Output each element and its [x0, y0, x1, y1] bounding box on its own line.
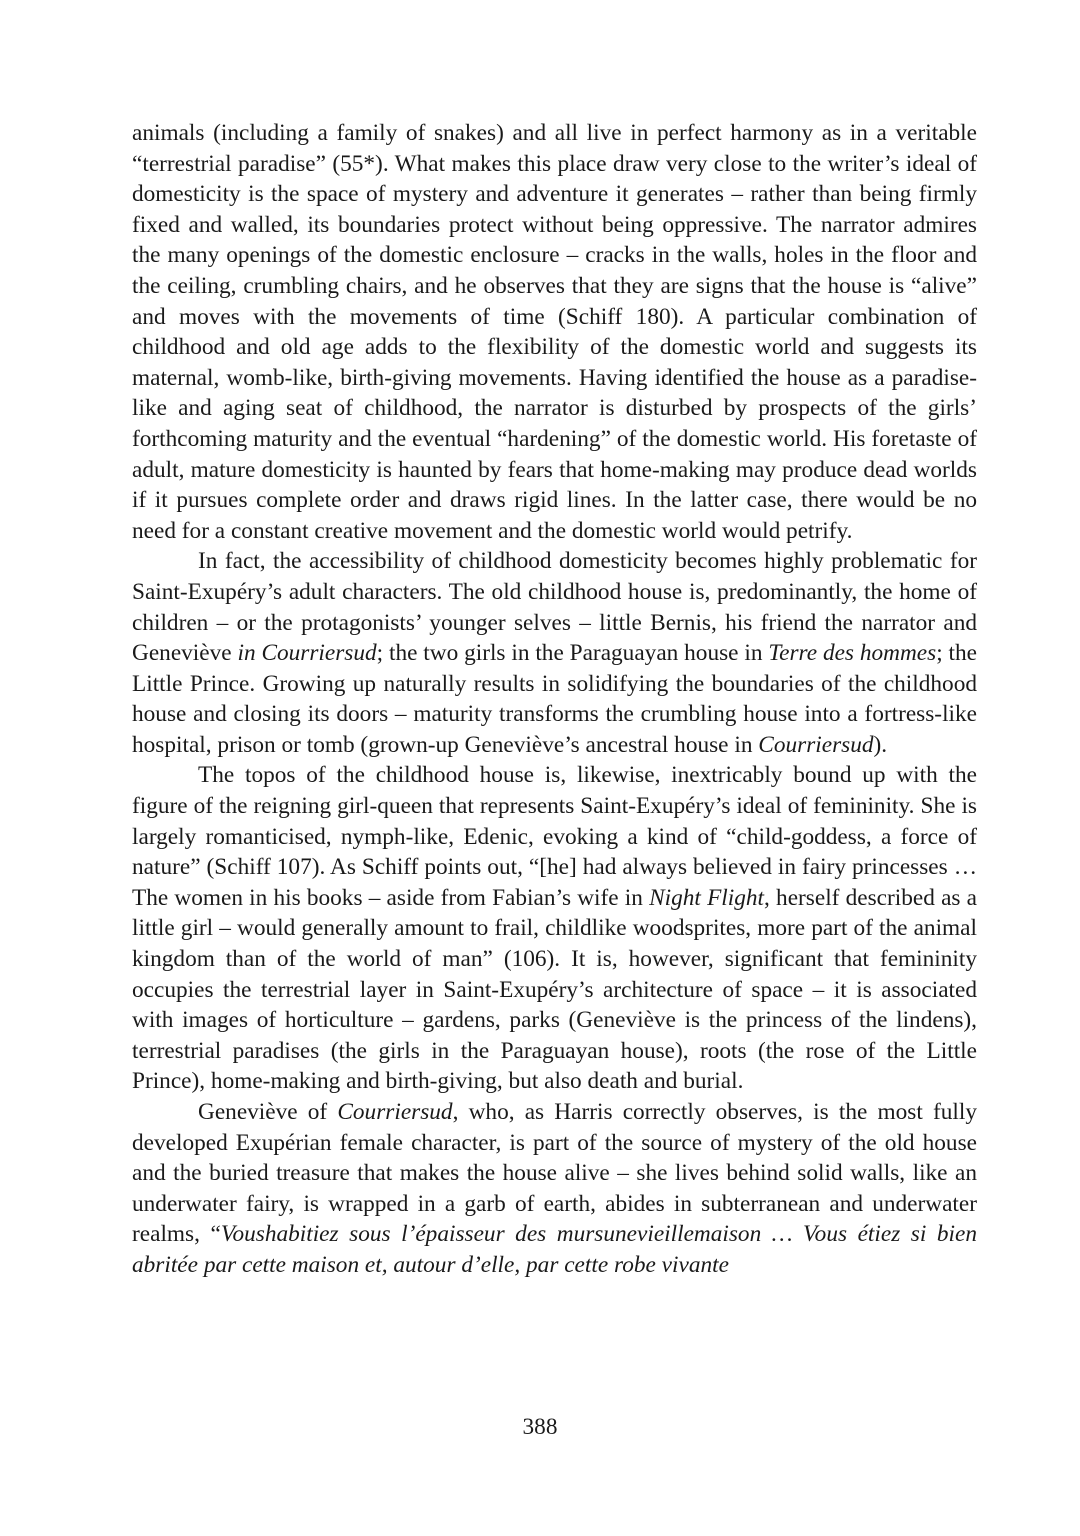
paragraph-2-text-c: ; the Little Prince. Growing up naturally results in solidifying the boundaries of the childhood house and closing its doors – maturity transforms the crumbling house into a fortress-like hospital, prison or tomb (grown-up Geneviève’s ancestral house in — [132, 640, 977, 758]
paragraph-3 — [132, 760, 977, 1097]
paragraph-2-text-a: In fact, the accessibility of childhood domesticity becomes highly problematic for Saint-Exupéry’s adult characters. The old childhood house is, predominantly, the home of children – or the protagonists’ younger selves – little Bernis, his friend the narrator and Geneviève — [132, 548, 977, 667]
paragraph-1 — [132, 118, 977, 546]
paragraph-2-italic-courriersud: in Courriersud — [237, 640, 377, 667]
paragraph-2 — [132, 546, 977, 760]
paragraph-3-text-b: , herself described as a little girl – would generally amount to frail, childlike woodsprites, more part of the animal kingdom than of the world of man” (106). It is, however, significant that femininity occupies the terrestrial layer in Saint-Exupéry’s architecture of space – it is associated with images of horticulture – gardens, parks (Geneviève is the princess of the lindens), terrestrial paradises (the girls in the Paraguayan house), roots (the rose of the Little Prince), home-making and birth-giving, but also death and burial. — [132, 884, 977, 1095]
page-body — [132, 118, 977, 1281]
paragraph-1-text: animals (including a family of snakes) and all live in perfect harmony as in a veritable “terrestrial paradise” (55*). What makes this place draw very close to the writer’s ideal of domesticity is the space of mystery and adventure it generates – rather than being firmly fixed and walled, its boundaries protect without being oppressive. The narrator admires the many openings of the domestic enclosure – cracks in the walls, holes in the floor and the ceiling, crumbling chairs, and he observes that they are signs that the house is “alive” and moves with the movements of time (Schiff 180). A particular combination of childhood and old age adds to the flexibility of the domestic world and suggests its maternal, womb-like, birth-giving movements. Having identified the house as a paradise-like and aging seat of childhood, the narrator is disturbed by prospects of the girls’ forthcoming maturity and the eventual “hardening” of the domestic world. His foretaste of adult, mature domesticity is haunted by fears that home-making may produce dead worlds if it pursues complete order and draws rigid lines. In the latter case, there would be no need for a constant creative movement and the domestic world would petrify. — [132, 120, 977, 544]
paragraph-4-text-b: , who, as Harris correctly observes, is the most fully developed Exupérian female character, is part of the source of mystery of the old house and the buried treasure that makes the house alive – she lives behind solid walls, like an underwater fairy, is wrapped in a garb of earth, abides in subterranean and underwater realms, “ — [132, 1099, 977, 1248]
paragraph-4 — [132, 1097, 977, 1281]
paragraph-2-italic-terre-des-hommes: Terre des hommes — [768, 640, 937, 667]
paragraph-4-italic-quotation: Voushabitiez sous l’épaisseur des mursunevieillemaison … Vous étiez si bien abritée par cette maison et, autour d’elle, par cette robe vivante — [132, 1221, 977, 1278]
page-number: 388 — [522, 1414, 558, 1440]
paragraph-4-italic-courriersud: Courriersud — [337, 1099, 453, 1125]
paragraph-2-text-d: ). — [873, 731, 888, 758]
paragraph-3-italic-night-flight: Night Flight — [649, 884, 765, 911]
paragraph-4-text-a: Geneviève of — [198, 1099, 338, 1125]
paragraph-2-text-b: ; the two girls in the Paraguayan house in — [376, 640, 769, 667]
paragraph-3-text-a: The topos of the childhood house is, likewise, inextricably bound up with the figure of the reigning girl-queen that represents Saint-Exupéry’s ideal of femininity. She is largely romanticised, nymph-like, Edenic, evoking a kind of “child-goddess, a force of nature” (Schiff 107). As Schiff points out, “[he] had always believed in fairy princesses … The women in his books – aside from Fabian’s wife in — [132, 762, 977, 911]
paragraph-2-italic-courriersud-2: Courriersud — [758, 731, 874, 758]
